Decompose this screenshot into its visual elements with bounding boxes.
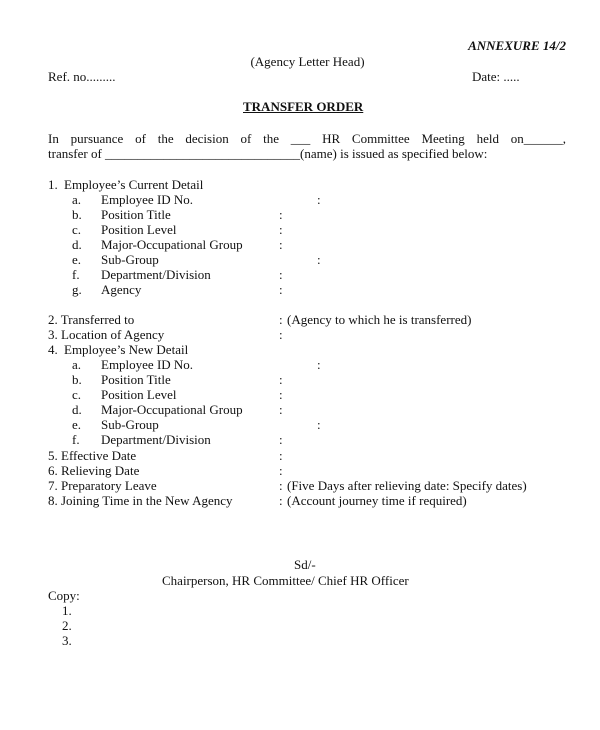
copy-label: Copy: <box>48 588 80 603</box>
sub-item-letter: c. <box>72 222 82 237</box>
preparatory-leave-note: (Five Days after relieving date: Specify dates) <box>287 478 527 493</box>
sub-item-letter: a. <box>72 192 82 207</box>
sub-item-colon: : <box>279 372 283 387</box>
intro-line-2: transfer of ______________________________(name) is issued as specified below: <box>48 146 488 161</box>
sub-item-colon: : <box>317 192 321 207</box>
copy-item-1: 1. <box>62 603 72 618</box>
signature-sd: Sd/- <box>294 557 316 572</box>
sub-item-letter: e. <box>72 417 82 432</box>
preparatory-leave-label: 7. Preparatory Leave <box>48 478 157 493</box>
sub-item-letter: b. <box>72 207 82 222</box>
sub-item-label: Sub-Group <box>101 417 159 432</box>
sub-item-label: Position Title <box>101 372 171 387</box>
joining-time-note: (Account journey time if required) <box>287 493 467 508</box>
letterhead: (Agency Letter Head) <box>250 54 365 69</box>
sub-item-colon: : <box>317 357 321 372</box>
location-colon: : <box>279 327 283 342</box>
sub-item-label: Employee ID No. <box>101 192 194 207</box>
signature-title: Chairperson, HR Committee/ Chief HR Officer <box>162 573 409 588</box>
sub-item-letter: d. <box>72 237 82 252</box>
sub-item-label: Department/Division <box>101 432 211 447</box>
intro-line-1: In pursuance of the decision of the ___ HR Committee Meeting held on______, <box>48 131 566 146</box>
sub-item-label: Department/Division <box>101 267 211 282</box>
relieving-date-label: 6. Relieving Date <box>48 463 140 478</box>
sub-item-colon: : <box>279 387 283 402</box>
sub-item-letter: f. <box>72 267 80 282</box>
sub-item-letter: a. <box>72 357 82 372</box>
date: Date: ..... <box>472 69 520 84</box>
sub-item-letter: f. <box>72 432 80 447</box>
sub-item-label: Employee ID No. <box>101 357 194 372</box>
location-label: 3. Location of Agency <box>48 327 165 342</box>
sub-item-colon: : <box>279 207 283 222</box>
copy-item-3: 3. <box>62 633 72 648</box>
sub-item-colon: : <box>279 222 283 237</box>
sub-item-colon: : <box>317 252 321 267</box>
section-1-heading: Employee’s Current Detail <box>64 177 204 192</box>
sub-item-colon: : <box>279 402 283 417</box>
section-4-number: 4. <box>48 342 58 357</box>
sub-item-letter: b. <box>72 372 82 387</box>
copy-item-2: 2. <box>62 618 72 633</box>
annexure-label: ANNEXURE 14/2 <box>468 38 566 53</box>
sub-item-label: Sub-Group <box>101 252 159 267</box>
sub-item-colon: : <box>279 432 283 447</box>
sub-item-letter: e. <box>72 252 82 267</box>
ref-no: Ref. no......... <box>48 69 116 84</box>
sub-item-colon: : <box>279 237 283 252</box>
effective-date-label: 5. Effective Date <box>48 448 137 463</box>
sub-item-label: Position Title <box>101 207 171 222</box>
joining-time-label: 8. Joining Time in the New Agency <box>48 493 233 508</box>
sub-item-colon: : <box>279 282 283 297</box>
transferred-to-label: 2. Transferred to <box>48 312 135 327</box>
sub-item-label: Major-Occupational Group <box>101 402 243 417</box>
joining-time-colon: : <box>279 493 283 508</box>
relieving-date-colon: : <box>279 463 283 478</box>
sub-item-letter: d. <box>72 402 82 417</box>
sub-item-label: Agency <box>101 282 142 297</box>
transferred-to-colon: : <box>279 312 283 327</box>
sub-item-label: Position Level <box>101 222 177 237</box>
intro-paragraph <box>48 131 566 161</box>
sub-item-label: Position Level <box>101 387 177 402</box>
sub-item-label: Major-Occupational Group <box>101 237 243 252</box>
sub-item-letter: g. <box>72 282 82 297</box>
document-title: TRANSFER ORDER <box>243 99 364 114</box>
transferred-to-note: (Agency to which he is transferred) <box>287 312 472 327</box>
section-4-heading: Employee’s New Detail <box>64 342 189 357</box>
section-1-number: 1. <box>48 177 58 192</box>
sub-item-letter: c. <box>72 387 82 402</box>
preparatory-leave-colon: : <box>279 478 283 493</box>
sub-item-colon: : <box>279 267 283 282</box>
effective-date-colon: : <box>279 448 283 463</box>
sub-item-colon: : <box>317 417 321 432</box>
